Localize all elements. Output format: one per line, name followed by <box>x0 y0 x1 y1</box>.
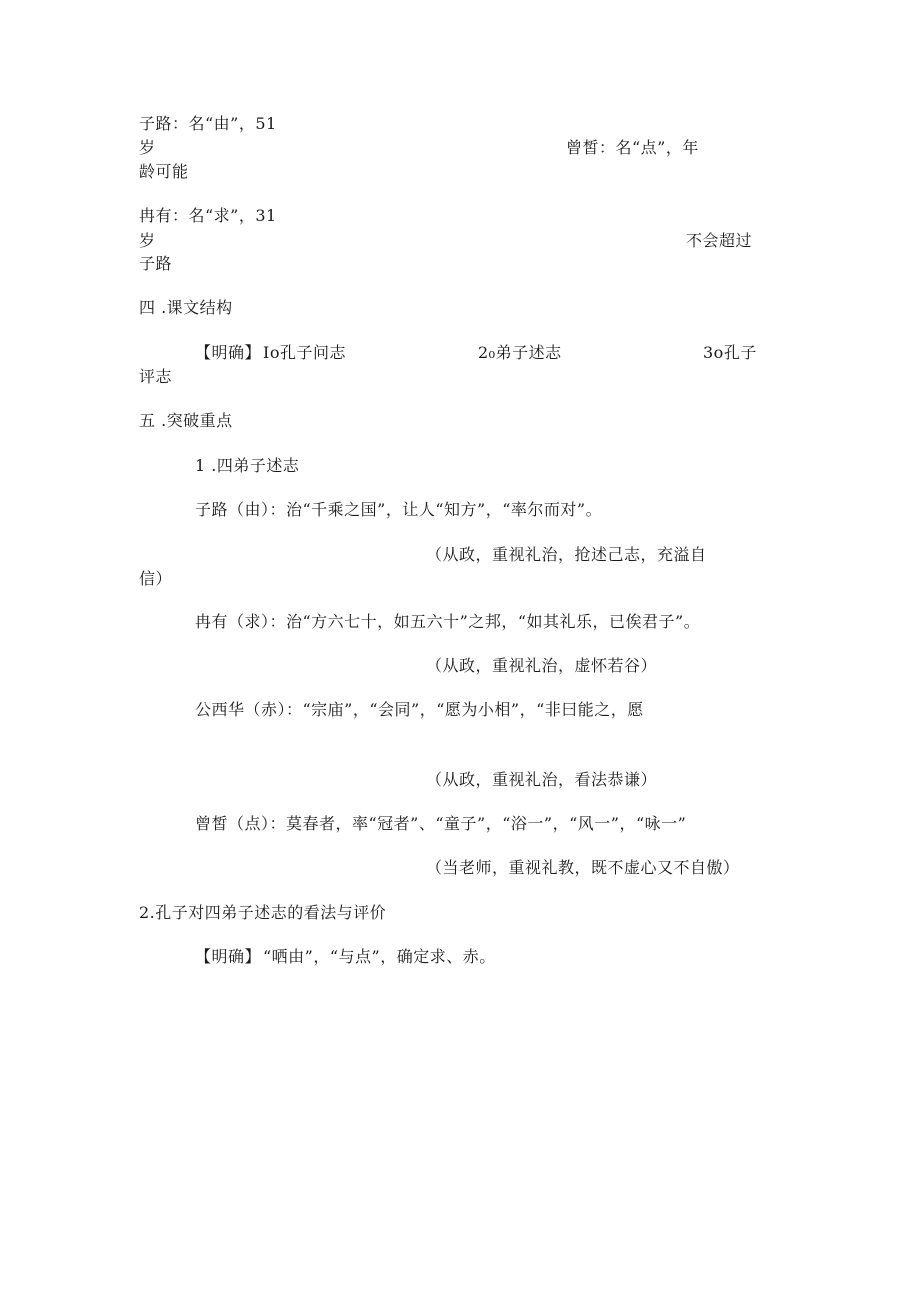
zilu-paragraph: 子路（由）：治“千乘之国”，让人“知方”，“率尔而对”。 <box>195 500 603 519</box>
zilu-comment-line1: （从政，重视礼治，抢述己志，充溢自 <box>426 545 707 564</box>
section4-label: 【明确】 <box>195 343 262 362</box>
ranyou-intro-line1: 冉有：名“求”，31 <box>139 206 277 225</box>
ranyou-paragraph: 冉有（求）：治“方六七十，如五六十”之邦，“如其礼乐，已俟君子”。 <box>195 612 701 631</box>
section4-item2: 2₀弟子述志 <box>478 343 562 362</box>
zilu-intro-line2: 岁 <box>139 138 156 157</box>
ranyou-comment: （从政，重视礼治，虚怀若谷） <box>426 656 658 675</box>
zilu-comment-line2: 信） <box>139 569 173 588</box>
section4-item3: 3o孔子 <box>703 343 757 362</box>
zengxi-paragraph: 曾皙（点）：莫春者，率“冠者”、“童子”，“浴一”，“风一”，“咏一” <box>195 814 687 833</box>
ranyou-note-line2: 子路 <box>139 254 173 273</box>
zilu-intro-line1: 子路：名“由”，51 <box>139 114 277 133</box>
zengxi-comment: （当老师，重视礼教，既不虚心又不自傲） <box>426 858 740 877</box>
section4-heading: 四 .课文结构 <box>139 298 233 317</box>
zengxi-intro-line1: 曾皙：名“点”，年 <box>566 138 699 157</box>
sub2-text: “哂由”，“与点”，确定求、赤。 <box>263 947 496 966</box>
ranyou-note-line1: 不会超过 <box>686 231 753 250</box>
section5-sub2: 2.孔子对四弟子述志的看法与评价 <box>139 903 387 922</box>
section5-sub1: 1 .四弟子述志 <box>195 456 300 475</box>
zengxi-intro-line2: 龄可能 <box>139 162 189 181</box>
section4-item1: Io孔子问志 <box>263 343 346 362</box>
section4-item3-cont: 评志 <box>139 367 173 386</box>
gongxihua-comment: （从政，重视礼治，看法恭谦） <box>426 770 658 789</box>
ranyou-intro-line2: 岁 <box>139 231 156 250</box>
section5-heading: 五 .突破重点 <box>139 411 233 430</box>
sub2-label: 【明确】 <box>195 947 262 966</box>
gongxihua-paragraph: 公西华（赤）：“宗庙”，“会同”，“愿为小相”，“非曰能之，愿 <box>195 700 644 719</box>
